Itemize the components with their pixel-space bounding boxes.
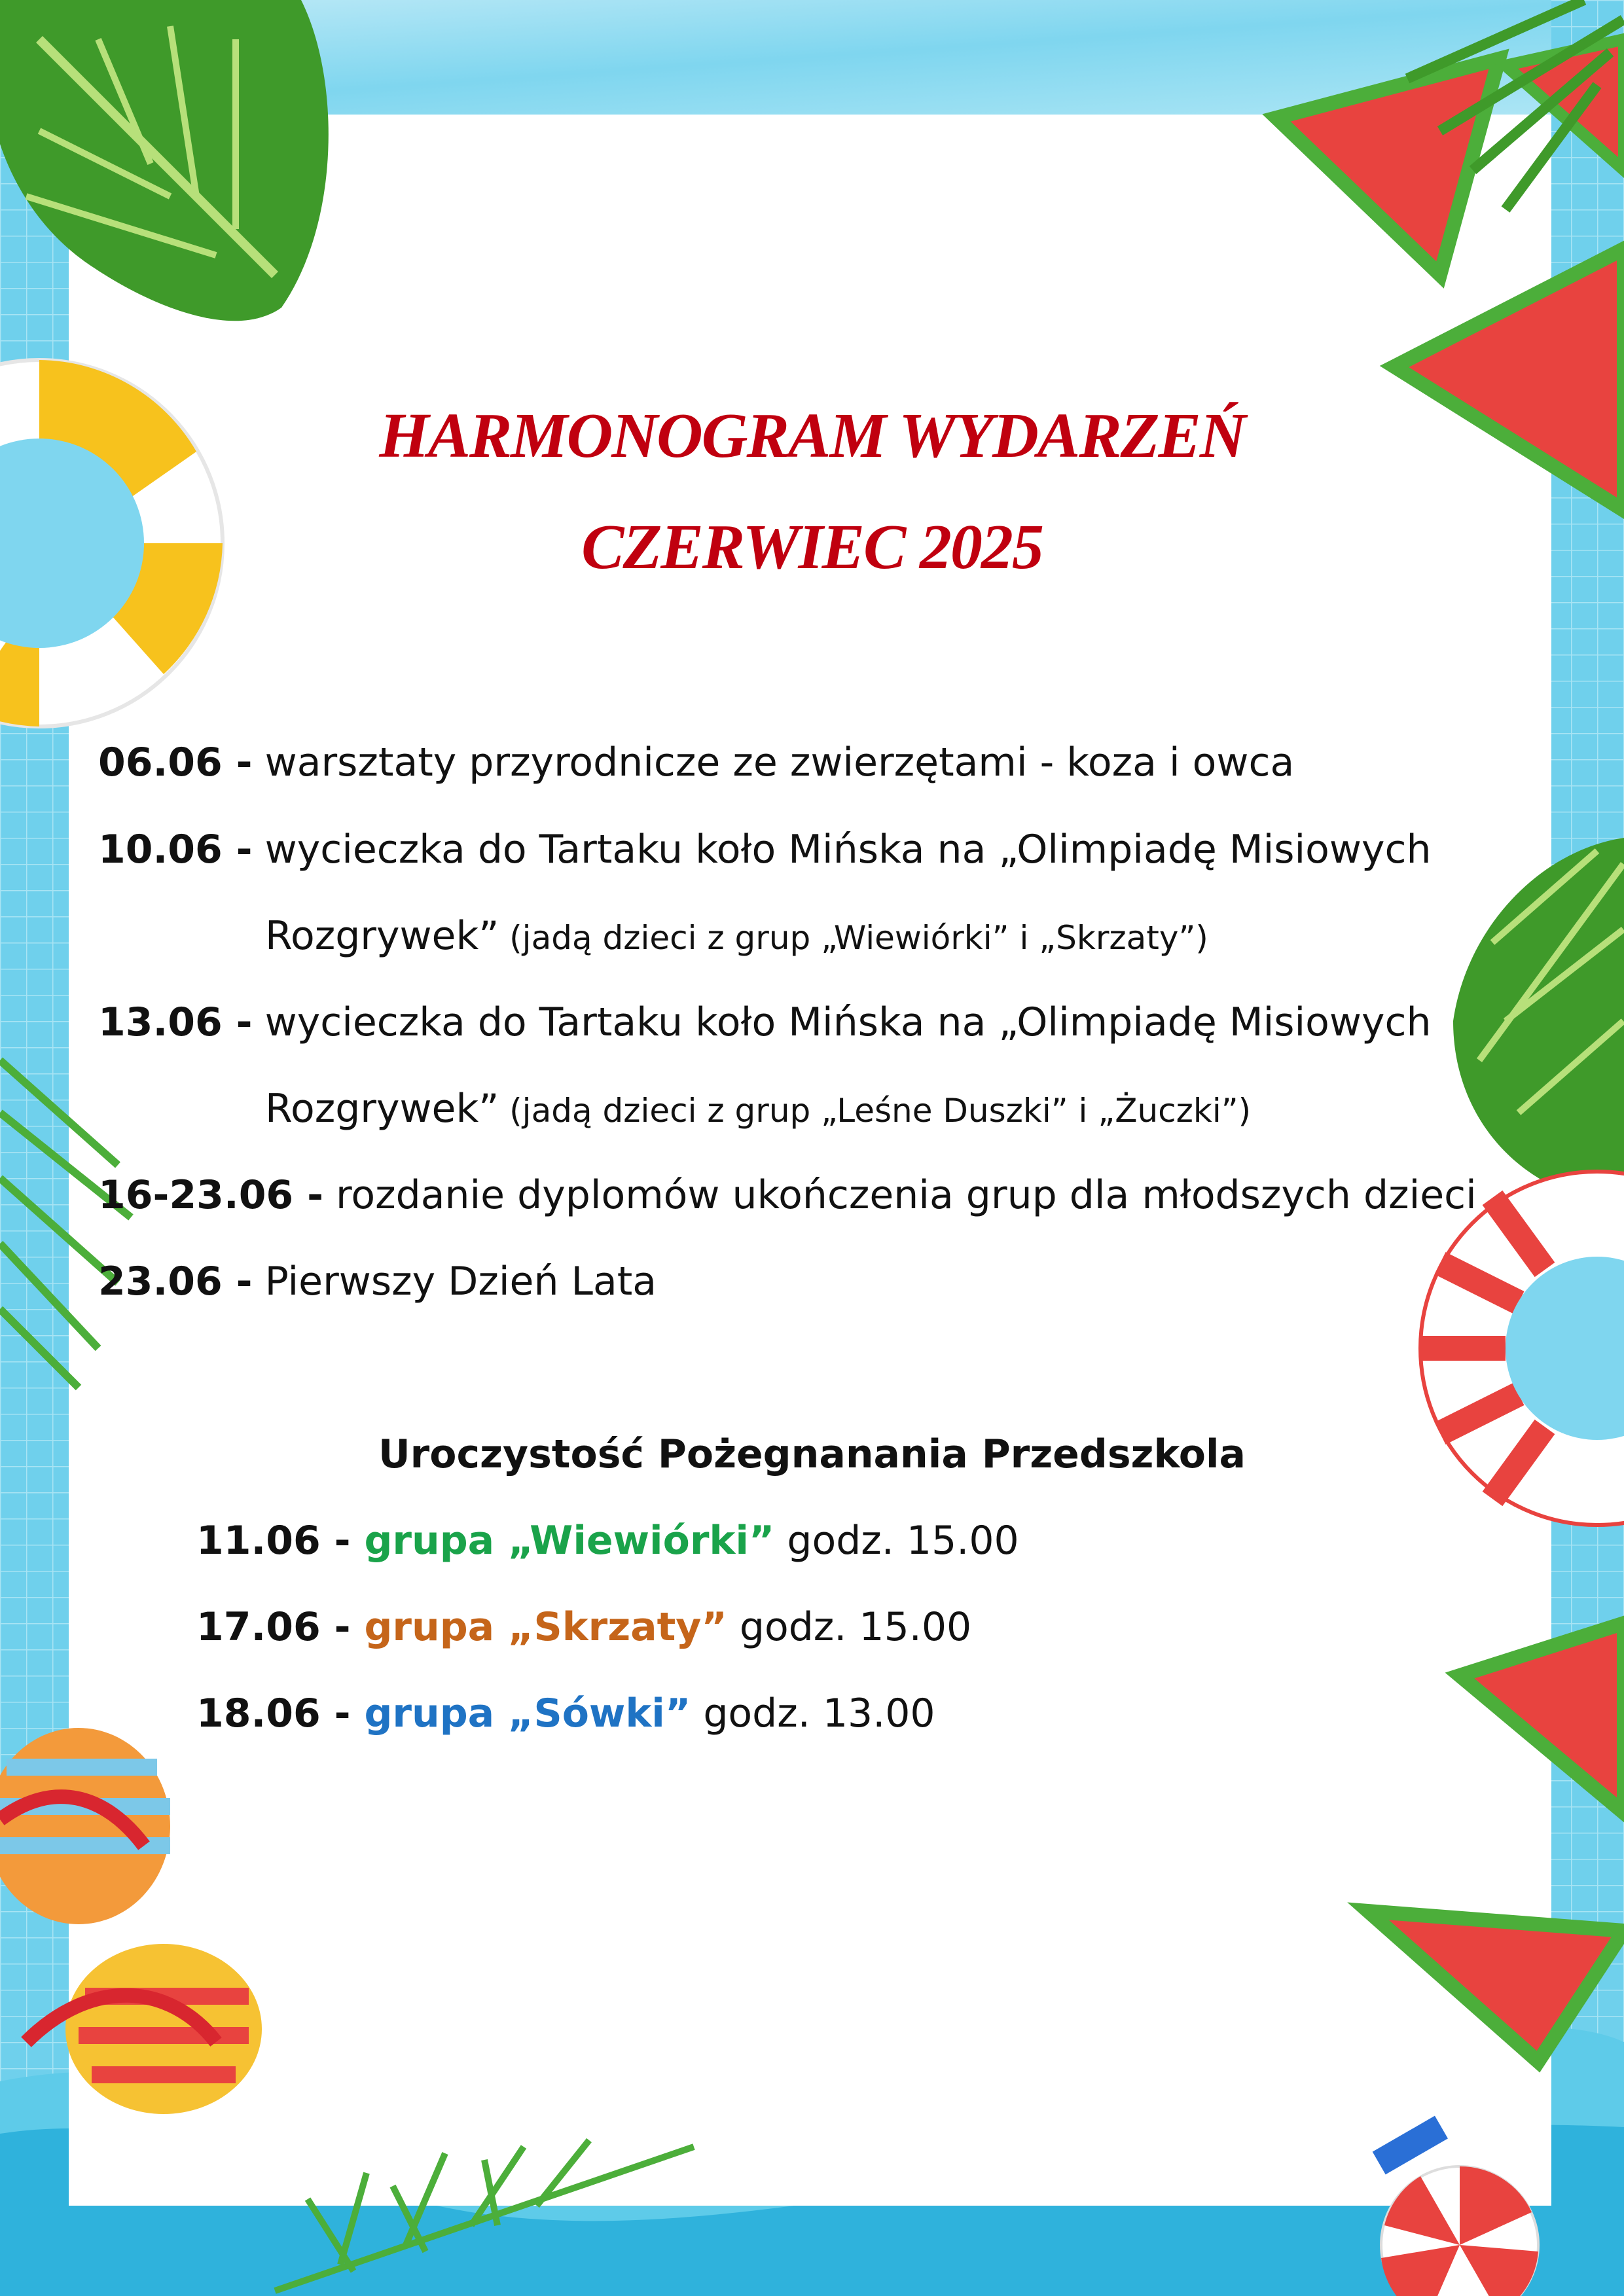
event-continuation [265,1086,1252,1132]
event-text: wycieczka do Tartaku koło Mińska na „Olimpiadę Misiowych [252,999,1432,1045]
page-title-line-2: CZERWIEC 2025 [581,512,1043,583]
event-text-continued: Rozgrywek” [265,1086,499,1132]
ceremony-time: godz. 15.00 [727,1604,972,1650]
event-text: Pierwszy Dzień Lata [252,1259,657,1304]
event-line [98,1172,1477,1218]
ceremony-date: 11.06 - [196,1518,365,1564]
event-text-continued: Rozgrywek” [265,913,499,959]
event-line [98,999,1432,1045]
ceremony-time: godz. 13.00 [691,1691,935,1736]
event-text: rozdanie dyplomów ukończenia grup dla młodszych dzieci [323,1172,1477,1218]
event-line [98,827,1432,872]
ceremony-heading: Uroczystość Pożegnanania Przedszkola [378,1431,1246,1477]
event-date: 06.06 - [98,740,253,785]
event-text: warsztaty przyrodnicze ze zwierzętami - koza i owca [252,740,1295,785]
event-date: 10.06 - [98,827,253,872]
event-note: (jadą dzieci z grup „Leśne Duszki” i „Żuczki”) [499,1092,1252,1130]
event-date: 13.06 - [98,999,253,1045]
ceremony-time: godz. 15.00 [774,1518,1019,1564]
ceremony-group: grupa „Sówki” [364,1691,691,1736]
event-line [98,1259,657,1304]
event-note: (jadą dzieci z grup „Wiewiórki” i „Skrzaty”) [499,919,1208,957]
event-line [98,740,1295,785]
ceremony-item [196,1518,1019,1564]
ceremony-item [196,1604,972,1650]
event-continuation [265,913,1208,959]
ceremony-date: 17.06 - [196,1604,365,1650]
page-title-line-1: HARMONOGRAM WYDARZEŃ [379,401,1245,471]
ceremony-group: grupa „Wiewiórki” [364,1518,775,1564]
event-date: 23.06 - [98,1259,253,1304]
ceremony-group: grupa „Skrzaty” [364,1604,727,1650]
ceremony-item [196,1691,935,1736]
event-text: wycieczka do Tartaku koło Mińska na „Olimpiadę Misiowych [252,827,1432,872]
event-date: 16-23.06 - [98,1172,323,1218]
ceremony-date: 18.06 - [196,1691,365,1736]
